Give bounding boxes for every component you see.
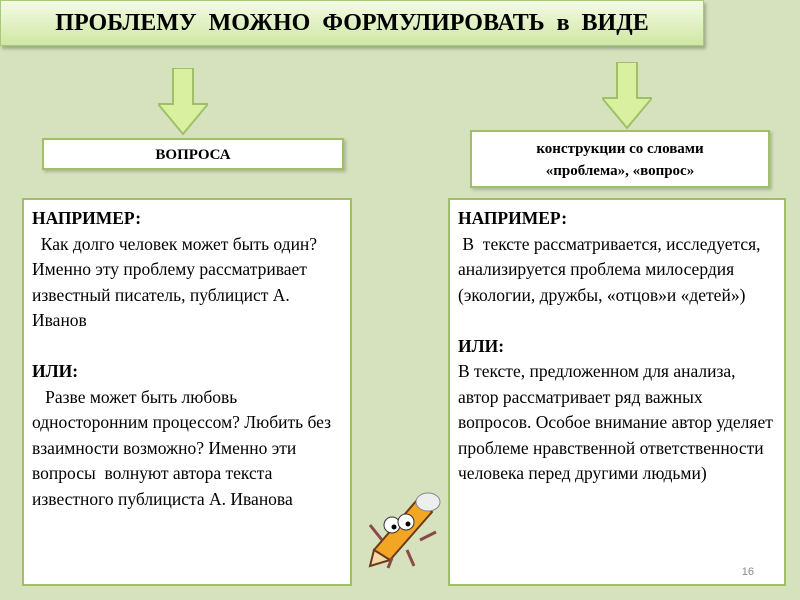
down-arrow-icon [158, 68, 208, 136]
or-label: ИЛИ: [32, 361, 79, 381]
question-form-box: ВОПРОСА [42, 138, 344, 170]
example-text: Разве может быть любовь односторонним процессом? Любить без взаимности возможно? Именно эти вопросы волнуют автора текста известного публициста А. Иванова [32, 386, 336, 509]
example-text: В тексте рассматривается, исследуется, анализируется проблема милосердия (экологии, дружбы, «отцов»и «детей») [458, 233, 765, 305]
or-label: ИЛИ: [458, 335, 505, 356]
down-arrow-icon [602, 62, 652, 130]
construction-form-box [470, 130, 770, 188]
example-label: НАПРИМЕР: [458, 208, 568, 228]
pencil-character-icon [362, 470, 452, 570]
heading-line: конструкции со словами [536, 141, 704, 157]
example-label: НАПРИМЕР: [32, 208, 142, 228]
example-text: Как долго человек может быть один? Именно эту проблему рассматривает известный писатель, публицист А. Иванов [32, 233, 331, 330]
example-text: В тексте, предложенном для анализа, автор рассматривает ряд важных вопросов. Особое внимание автор уделяет проблеме нравственной ответственности человека перед другими людьми) [458, 361, 778, 483]
slide-title: ПРОБЛЕМУ МОЖНО ФОРМУЛИРОВАТЬ в ВИДЕ [0, 0, 704, 46]
page-number: 16 [741, 566, 754, 578]
left-example-box [22, 198, 352, 586]
heading-line: «проблема», «вопрос» [545, 163, 695, 179]
right-example-box [448, 198, 786, 586]
